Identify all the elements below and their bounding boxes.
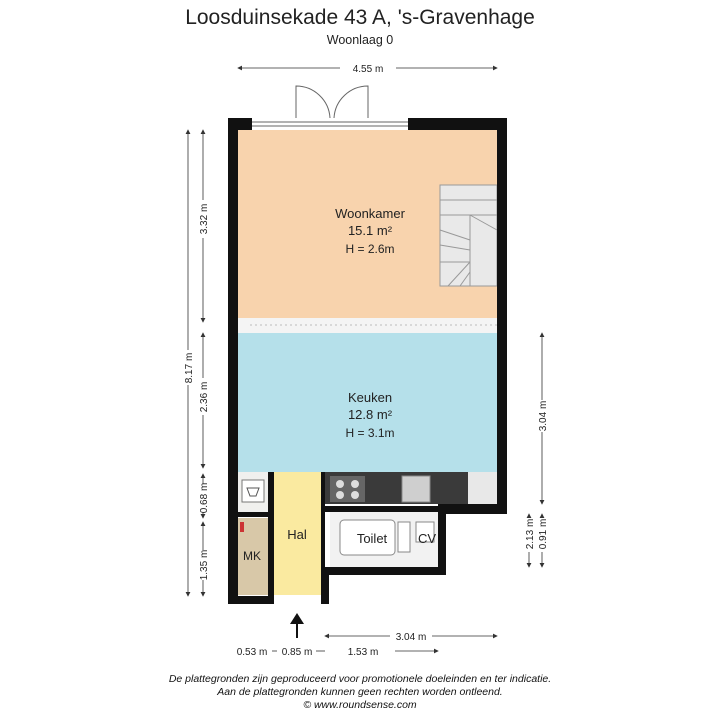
hal-name: Hal bbox=[287, 527, 307, 542]
woonkamer-height: H = 2.6m bbox=[345, 242, 395, 256]
disclaimer-line-2: Aan de plattegronden kunnen geen rechten worden ontleend. bbox=[217, 686, 503, 698]
dim-right-b: 0.91 m bbox=[538, 518, 549, 550]
dim-left-bottom: 1.35 m bbox=[199, 549, 210, 581]
toilet-name: Toilet bbox=[356, 531, 388, 546]
dim-left-keuken: 2.36 m bbox=[199, 381, 210, 413]
kitchen-counter bbox=[323, 472, 497, 504]
keuken-name: Keuken bbox=[347, 390, 393, 405]
entrance-arrow-icon bbox=[290, 613, 304, 638]
cv-name: CV bbox=[417, 531, 437, 546]
dim-top-width: 4.55 m bbox=[352, 64, 384, 75]
dim-bottom-a: 0.53 m bbox=[236, 647, 268, 658]
dim-right-keuken: 3.04 m bbox=[538, 400, 549, 432]
woonkamer-area-label: 15.1 m² bbox=[347, 223, 393, 238]
floor-label: Woonlaag 0 bbox=[326, 33, 394, 47]
staircase bbox=[440, 185, 497, 286]
washing-machine-icon bbox=[242, 480, 264, 502]
disclaimer-line-1: De plattegronden zijn geproduceerd voor promotionele doeleinden en ter indicatie. bbox=[168, 673, 552, 685]
dim-right-a: 2.13 m bbox=[525, 518, 536, 550]
dim-bottom-total: 3.04 m bbox=[395, 632, 427, 643]
dim-bottom-b: 0.85 m bbox=[281, 647, 313, 658]
dim-left-total: 8.17 m bbox=[184, 352, 195, 384]
copyright-link[interactable]: © www.roundsense.com bbox=[303, 699, 417, 711]
mk-name: MK bbox=[243, 549, 261, 563]
meter-icon bbox=[240, 522, 244, 532]
garden-doors bbox=[252, 86, 408, 126]
woonkamer-name: Woonkamer bbox=[335, 206, 405, 221]
dim-left-woonkamer: 3.32 m bbox=[199, 203, 210, 235]
dim-bottom-c: 1.53 m bbox=[347, 647, 379, 658]
keuken-height: H = 3.1m bbox=[345, 426, 395, 440]
keuken-area-label: 12.8 m² bbox=[347, 407, 393, 422]
plan-title: Loosduinsekade 43 A, 's-Gravenhage bbox=[185, 6, 535, 29]
dim-left-small: 0.68 m bbox=[199, 482, 210, 514]
